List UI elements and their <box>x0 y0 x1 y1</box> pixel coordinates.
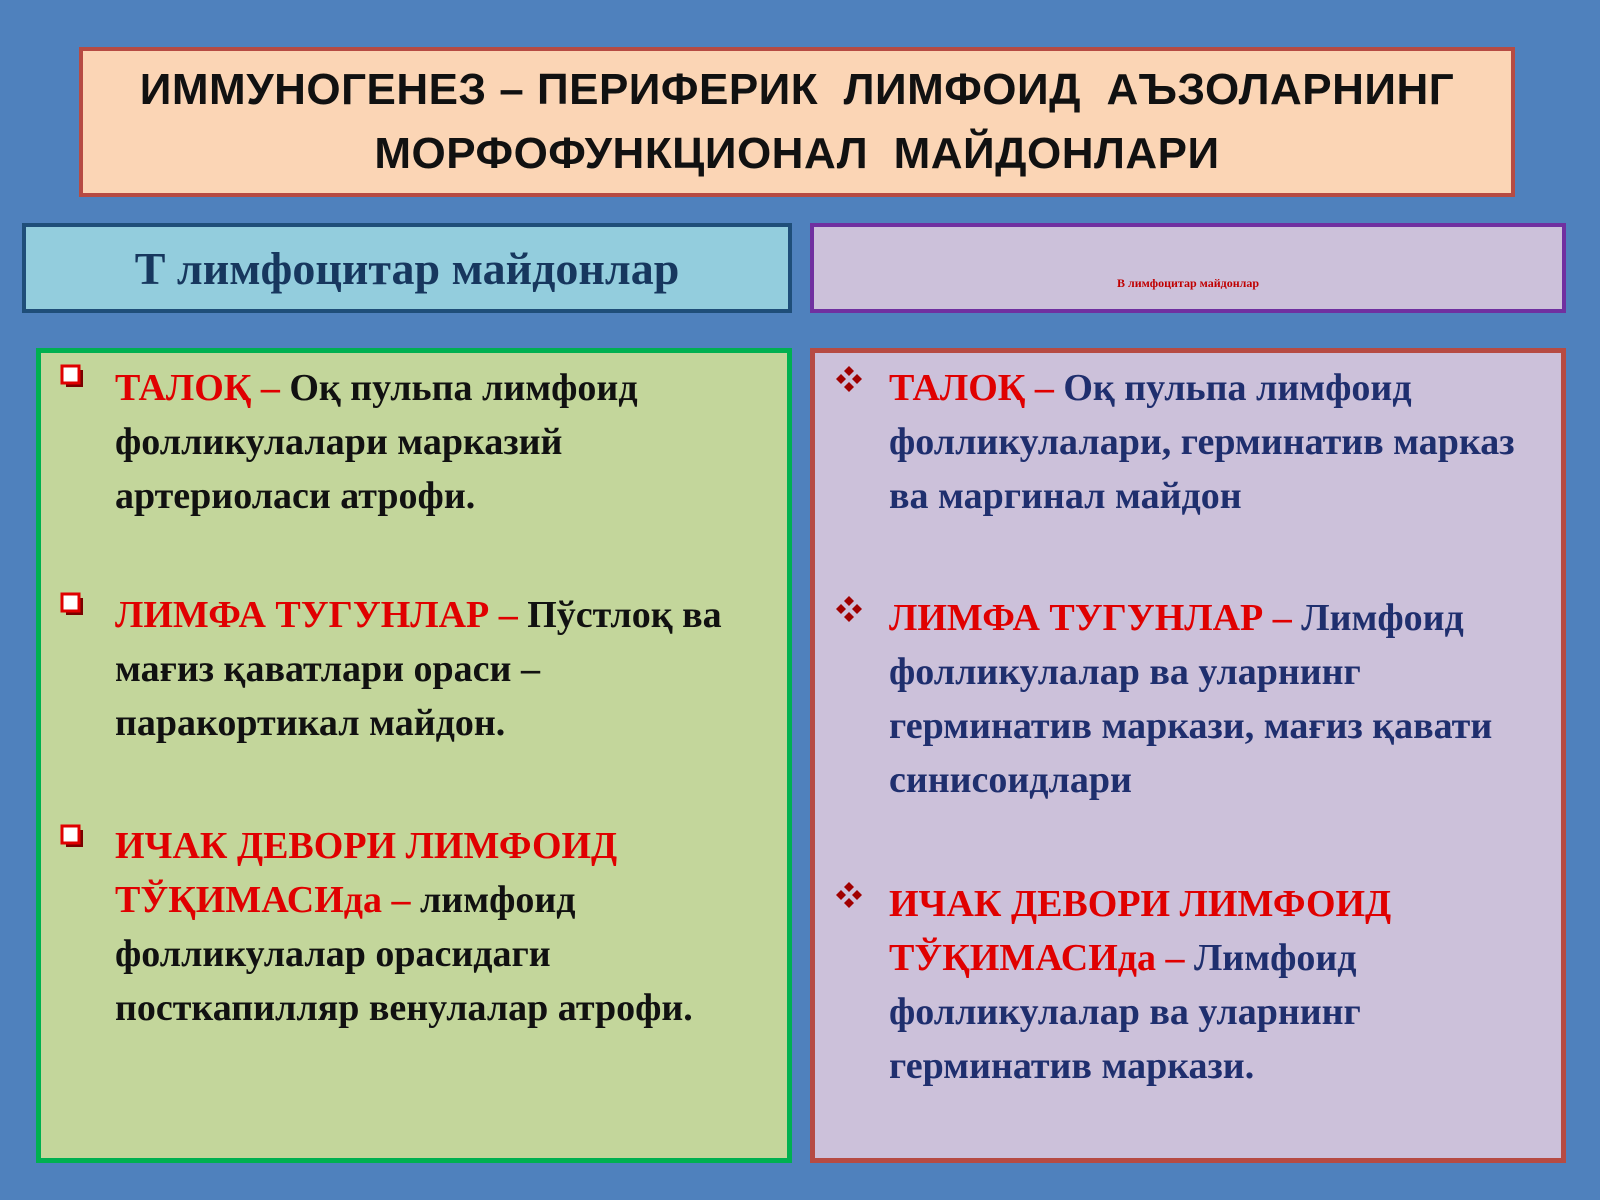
b-item-intestinal-tissue <box>889 877 1559 1093</box>
b-item-term: ТАЛОҚ – <box>889 367 1064 409</box>
b-zones-header-label: В лимфоцитар майдонлар <box>1116 275 1260 290</box>
checkbox-square-icon <box>59 363 87 391</box>
t-item-text: Оқ пульпа лимфоид фолликулалари марказий артериоласи атрофи. <box>115 367 638 517</box>
title-box <box>79 47 1515 197</box>
t-zones-header <box>22 223 792 313</box>
t-item-spleen <box>115 361 755 523</box>
title-line-2: МОРФОФУНКЦИОНАЛ МАЙДОНЛАРИ <box>374 129 1220 178</box>
t-zones-panel <box>36 348 792 1163</box>
b-item-spleen <box>889 361 1559 523</box>
title-line-1: ИММУНОГЕНЕЗ – ПЕРИФЕРИК ЛИМФОИД АЪЗОЛАРНИНГ <box>139 65 1455 114</box>
t-item-text: лимфоид фолликулалар орасидаги посткапилляр венулалар атрофи. <box>115 879 693 1029</box>
t-item-text: Пўстлоқ ва мағиз қаватлари ораси – паракортикал майдон. <box>115 594 722 744</box>
b-item-text: Лимфоид фолликулалар ва уларнинг герминатив маркази. <box>889 937 1361 1087</box>
t-item-term: ЛИМФА ТУГУНЛАР – <box>115 594 528 636</box>
b-item-term: ЛИМФА ТУГУНЛАР – <box>889 597 1302 639</box>
b-item-text: Лимфоид фолликулалар ва уларнинг герминатив маркази, мағиз қавати синисоидлари <box>889 597 1493 801</box>
checkbox-square-icon <box>59 823 87 851</box>
b-zones-header <box>810 223 1566 313</box>
b-item-text: Оқ пульпа лимфоид фолликулалари, герминатив марказ ва маргинал майдон <box>889 367 1515 517</box>
checkbox-square-icon <box>59 591 87 619</box>
four-diamond-icon <box>835 881 863 909</box>
t-item-intestinal-tissue <box>115 819 755 1035</box>
four-diamond-icon <box>835 365 863 393</box>
b-item-lymph-nodes <box>889 591 1559 807</box>
four-diamond-icon <box>835 595 863 623</box>
t-item-lymph-nodes <box>115 588 755 750</box>
t-item-term: ИЧАК ДЕВОРИ ЛИМФОИД ТЎҚИМАСИда – <box>115 825 618 921</box>
t-item-term: ТАЛОҚ – <box>115 367 290 409</box>
b-item-term: ИЧАК ДЕВОРИ ЛИМФОИД ТЎҚИМАСИда – <box>889 883 1392 979</box>
b-zones-panel <box>810 348 1566 1163</box>
t-zones-header-label: Т лимфоцитар майдонлар <box>134 242 680 294</box>
